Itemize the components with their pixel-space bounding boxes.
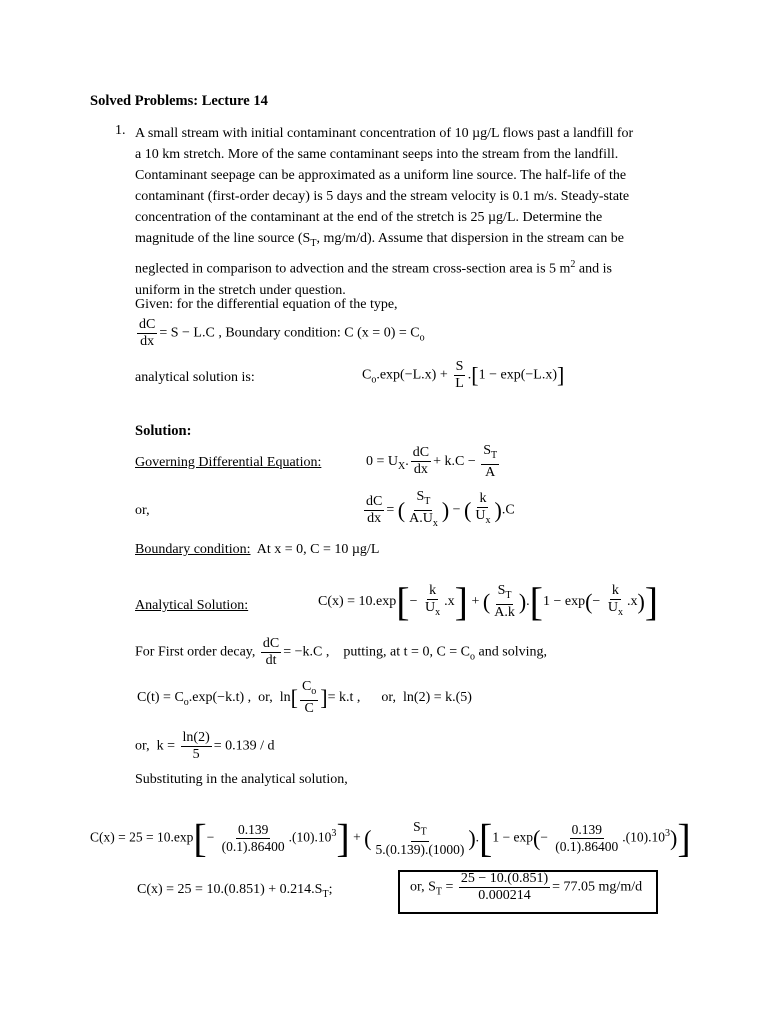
final-answer: or, $S_T$ = $\frac{25 - 10.(0.851)}{0.000214}$ = 77.05 mg/m/d <box>410 871 643 903</box>
given-intro: Given: for the differential equation of the type, <box>135 297 398 312</box>
analytical-solution: C(x) = 10.exp[− $\frac{k}{U_x}$ .x] + ( $\frac{S_T}{A.k}$ ).[1 − exp(− $\frac{k}{U_x}$ .x)] <box>318 578 659 624</box>
or-label: or, <box>135 503 150 518</box>
problem-statement <box>135 123 680 301</box>
decay-solution: $C(t) = C_o.\exp(-k.t)$ , or, ln[ $\frac{C_o}{C}$ ]= k.t , or, ln(2) = k.(5) <box>137 679 472 716</box>
problem-line: a 10 km stretch. More of the same contaminant seeps into the stream from the landfill. <box>135 147 619 163</box>
gde-rearranged: $\frac{dC}{dx}$ = ( $\frac{S_T}{A.U_x}$ ) − ( $\frac{k}{U_x}$ ).C <box>366 489 515 529</box>
analytical-label: analytical solution is: <box>135 370 255 385</box>
analytical-formula: $C_o.\exp(-L.x)$ + $\frac{S}{L}$ .[1 − exp(−L.x)] <box>362 359 565 391</box>
k-value: or, k = $\frac{\ln(2)}{5}$ = 0.139 / d <box>135 730 275 762</box>
substituted-equation: C(x) = 25 = 10.exp[− $\frac{0.139}{(0.1).86400}$ $.(10).10^3$] + ( $\frac{S_T}{5.(0.139).(1000)}$ ).[1 − exp(− $\frac{0.139}{(0.1).86400}$ $.(10).10^3$)] <box>90 815 691 861</box>
problem-line: Contaminant seepage can be approximated as a uniform line source. The half-life of the <box>135 168 627 184</box>
problem-line: magnitude of the line source ($S_T$, mg/m/d). Assume that dispersion in the stream can be <box>135 231 625 250</box>
substituting-text: Substituting in the analytical solution, <box>135 772 348 787</box>
final-equation: $C(x) = 25 = 10.(0.851) + 0.214.S_T$; <box>137 882 333 900</box>
problem-line: neglected in comparison to advection and the stream cross-section area is 5 $m^2$ and is <box>135 259 612 278</box>
problem-line: contaminant (first-order decay) is 5 days and the stream velocity is 0.1 m/s. Steady-state <box>135 189 630 205</box>
solution-heading: Solution: <box>135 423 192 439</box>
analytical-solution-label: Analytical Solution: <box>135 598 249 613</box>
gde-equation: $0 = U_X$. $\frac{dC}{dx}$ + k.C − $\frac{S_T}{A}$ <box>366 443 498 480</box>
problem-line: concentration of the contaminant at the end of the stretch is 25 µg/L. Determine the <box>135 210 603 226</box>
gde-label: Governing Differential Equation: <box>135 455 322 470</box>
page-title: Solved Problems: Lecture 14 <box>90 93 268 109</box>
boundary-condition: Boundary condition: At x = 0, C = 10 µg/L <box>135 542 380 557</box>
problem-line: uniform in the stretch under question. <box>135 283 346 299</box>
problem-line: A small stream with initial contaminant concentration of 10 µg/L flows past a landfill for <box>135 126 634 141</box>
problem-number: 1. <box>115 123 126 138</box>
first-order-decay: For First order decay, $\frac{dC}{dt}$ = −k.C , putting, at t = 0, $C = C_o$ and solving, <box>135 636 547 668</box>
given-equation: $\frac{dC}{dx}$ = S − L.C , Boundary condition: C $(x = 0) = C_o$ <box>139 317 425 349</box>
